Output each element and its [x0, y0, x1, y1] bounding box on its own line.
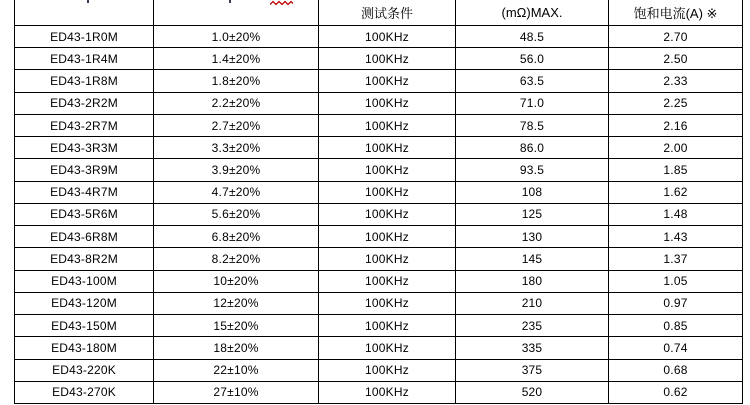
spec-table: [14, 0, 743, 404]
table-row: [15, 381, 743, 403]
cell-inductance: 18±20%: [154, 337, 319, 359]
cell-saturation-current: 1.62: [609, 181, 743, 203]
cell-saturation-current: 0.97: [609, 292, 743, 314]
cell-inductance: 6.8±20%: [154, 226, 319, 248]
cell-inductance: 15±20%: [154, 315, 319, 337]
cell-inductance: 1.8±20%: [154, 70, 319, 92]
cell-dcr-max: 63.5: [456, 70, 609, 92]
cell-dcr-max: 235: [456, 315, 609, 337]
table-row: [15, 48, 743, 70]
table-row: [15, 292, 743, 314]
cell-inductance: 2.2±20%: [154, 92, 319, 114]
cell-test-frequency: 100KHz: [319, 337, 456, 359]
col-header-dcr-max: (mΩ)MAX.: [456, 0, 609, 26]
cell-part-number: ED43-220K: [15, 359, 154, 381]
cell-test-frequency: 100KHz: [319, 248, 456, 270]
cell-part-number: ED43-3R9M: [15, 159, 154, 181]
cell-dcr-max: 520: [456, 381, 609, 403]
cell-part-number: ED43-150M: [15, 315, 154, 337]
cell-part-number: ED43-3R3M: [15, 137, 154, 159]
cell-part-number: ED43-4R7M: [15, 181, 154, 203]
cell-part-number: ED43-180M: [15, 337, 154, 359]
cell-saturation-current: 1.85: [609, 159, 743, 181]
cell-test-frequency: 100KHz: [319, 70, 456, 92]
cell-test-frequency: 100KHz: [319, 359, 456, 381]
cell-test-frequency: 100KHz: [319, 48, 456, 70]
cell-inductance: 10±20%: [154, 270, 319, 292]
cell-inductance: 27±10%: [154, 381, 319, 403]
cell-dcr-max: 180: [456, 270, 609, 292]
table-row: [15, 159, 743, 181]
cell-test-frequency: 100KHz: [319, 181, 456, 203]
table-row: [15, 137, 743, 159]
cell-dcr-max: 48.5: [456, 26, 609, 48]
table-row: [15, 26, 743, 48]
cell-part-number: ED43-2R2M: [15, 92, 154, 114]
cell-dcr-max: 86.0: [456, 137, 609, 159]
table-row: [15, 337, 743, 359]
col-header-saturation-current: 饱和电流(A) ※: [609, 0, 743, 26]
cell-test-frequency: 100KHz: [319, 270, 456, 292]
cell-dcr-max: 125: [456, 203, 609, 225]
spellcheck-squiggle-icon: [270, 0, 293, 6]
cell-part-number: ED43-6R8M: [15, 226, 154, 248]
table-row: [15, 248, 743, 270]
table-header: [15, 0, 743, 26]
cell-test-frequency: 100KHz: [319, 226, 456, 248]
cell-dcr-max: 375: [456, 359, 609, 381]
col-header-part-number: [15, 0, 154, 26]
cell-saturation-current: 2.25: [609, 92, 743, 114]
cell-saturation-current: 2.16: [609, 114, 743, 136]
cell-part-number: ED43-8R2M: [15, 248, 154, 270]
cell-saturation-current: 0.68: [609, 359, 743, 381]
cell-part-number: ED43-1R4M: [15, 48, 154, 70]
cell-saturation-current: 0.62: [609, 381, 743, 403]
cell-part-number: ED43-270K: [15, 381, 154, 403]
table-row: [15, 92, 743, 114]
cell-part-number: ED43-1R0M: [15, 26, 154, 48]
cell-inductance: 8.2±20%: [154, 248, 319, 270]
cell-saturation-current: 1.05: [609, 270, 743, 292]
cell-inductance: 2.7±20%: [154, 114, 319, 136]
cell-dcr-max: 335: [456, 337, 609, 359]
cell-part-number: ED43-1R8M: [15, 70, 154, 92]
cell-part-number: ED43-100M: [15, 270, 154, 292]
cell-dcr-max: 78.5: [456, 114, 609, 136]
clipped-text-fragment: [229, 0, 231, 3]
header-row: [15, 0, 743, 26]
cell-saturation-current: 2.33: [609, 70, 743, 92]
cell-inductance: 12±20%: [154, 292, 319, 314]
cell-test-frequency: 100KHz: [319, 114, 456, 136]
cell-dcr-max: 130: [456, 226, 609, 248]
cell-part-number: ED43-5R6M: [15, 203, 154, 225]
col-header-test-condition: 测试条件: [319, 0, 456, 26]
cell-inductance: 3.9±20%: [154, 159, 319, 181]
cell-inductance: 1.0±20%: [154, 26, 319, 48]
cell-saturation-current: 0.74: [609, 337, 743, 359]
cell-inductance: 5.6±20%: [154, 203, 319, 225]
cell-test-frequency: 100KHz: [319, 159, 456, 181]
cell-inductance: 1.4±20%: [154, 48, 319, 70]
cell-dcr-max: 210: [456, 292, 609, 314]
cell-dcr-max: 71.0: [456, 92, 609, 114]
cell-inductance: 22±10%: [154, 359, 319, 381]
cell-inductance: 3.3±20%: [154, 137, 319, 159]
cell-saturation-current: 0.85: [609, 315, 743, 337]
cell-saturation-current: 2.50: [609, 48, 743, 70]
table-row: [15, 270, 743, 292]
table-row: [15, 226, 743, 248]
table-row: [15, 315, 743, 337]
table-row: [15, 359, 743, 381]
cell-test-frequency: 100KHz: [319, 203, 456, 225]
cell-inductance: 4.7±20%: [154, 181, 319, 203]
cell-saturation-current: 2.00: [609, 137, 743, 159]
cell-dcr-max: 145: [456, 248, 609, 270]
cell-test-frequency: 100KHz: [319, 26, 456, 48]
cell-test-frequency: 100KHz: [319, 315, 456, 337]
table-row: [15, 70, 743, 92]
cell-saturation-current: 1.43: [609, 226, 743, 248]
clipped-text-fragment: [87, 0, 89, 3]
cell-dcr-max: 56.0: [456, 48, 609, 70]
col-header-inductance: [154, 0, 319, 26]
table-row: [15, 114, 743, 136]
table-row: [15, 203, 743, 225]
cell-part-number: ED43-2R7M: [15, 114, 154, 136]
cell-test-frequency: 100KHz: [319, 137, 456, 159]
cell-dcr-max: 108: [456, 181, 609, 203]
cell-saturation-current: 1.37: [609, 248, 743, 270]
cell-test-frequency: 100KHz: [319, 92, 456, 114]
cell-saturation-current: 1.48: [609, 203, 743, 225]
cell-saturation-current: 2.70: [609, 26, 743, 48]
cell-test-frequency: 100KHz: [319, 381, 456, 403]
table-row: [15, 181, 743, 203]
cell-test-frequency: 100KHz: [319, 292, 456, 314]
cell-part-number: ED43-120M: [15, 292, 154, 314]
table-body: [15, 26, 743, 404]
cell-dcr-max: 93.5: [456, 159, 609, 181]
